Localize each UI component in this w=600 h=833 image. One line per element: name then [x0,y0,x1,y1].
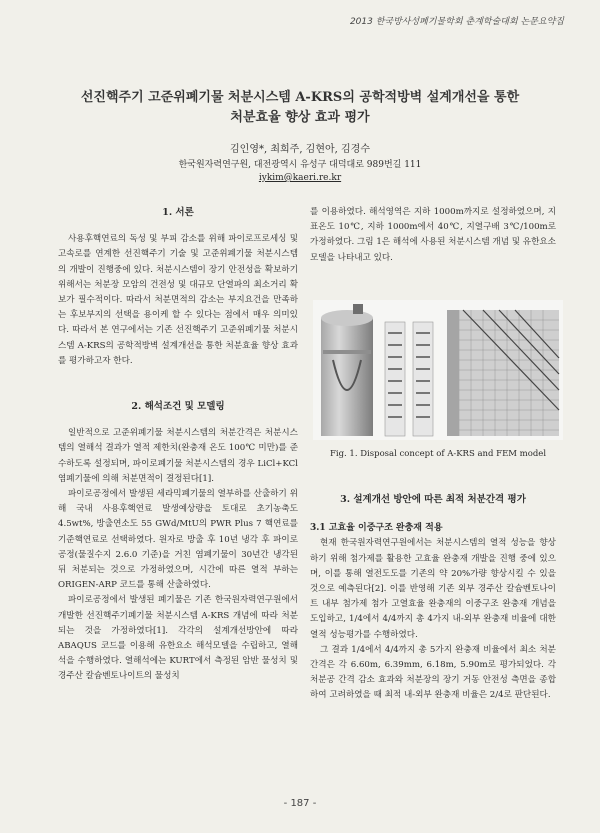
right-column-top [310,205,556,266]
title-line-2: 처분효율 향상 효과 평가 [230,110,370,125]
figure-1-caption: Fig. 1. Disposal concept of A-KRS and FEM model [329,449,547,459]
right-column-bottom [310,492,556,704]
section-3-title: 3. 설계개선 방안에 따른 최적 처분간격 평가 [340,494,526,505]
proceedings-header: 2013 한국방사성폐기물학회 춘계학술대회 논문요약집 [349,17,564,27]
section-1-title: 1. 서론 [162,207,194,218]
section-2-paragraph-2: 파이로공정에서 발생된 세라믹폐기물의 열부하를 산출하기 위해 국내 사용후핵연료 발생예상량을 토대로 초기농축도 4.5wt%, 방출연소도 55 GWd/MtU의 PWR Plus 7 핵연료를 기준핵연료로 선택하였다. 원자로 방출 후 10년 냉각 후 파이로 공정(물질수지 2.6.0 기준)을 거친 염폐기물이 30년간 냉각된 뒤 처분되는 것으로 가정하였으며, 시간에 따른 열적 부하는 ORIGEN-ARP 코드를 통해 산출하였다. [58,489,298,591]
left-column [58,205,298,685]
affiliation: 한국원자력연구원, 대전광역시 유성구 대덕대로 989번길 111 [178,160,422,170]
figure-1 [313,300,563,440]
figure-1-image [313,300,563,440]
page-number: - 187 - [283,798,317,809]
paper-title [40,88,560,128]
section-3-1-title: 3.1 고효율 이중구조 완충재 적용 [310,523,443,534]
email-link[interactable]: iykim@kaeri.re.kr [258,173,342,183]
section-2-title: 2. 해석조건 및 모델링 [131,401,225,413]
section-3-1-paragraph-2: 그 결과 1/4에서 4/4까지 총 5가지 완충재 비율에서 최소 처분간격은 각 6.60m, 6.39mm, 6.18m, 5.90m로 평가되었다. 각 처분공 간격 감소 효과와 처분장의 장기 거동 안전성 측면을 종합하여 고려하였을 때 최적 내-외부 완충재 비율은 2/4로 판단된다. [310,644,556,701]
authors: 김인영*, 최희주, 김현아, 김경수 [230,144,370,155]
right-continuation-paragraph: 를 이용하였다. 해석영역은 지하 1000m까지로 설정하였으며, 지표온도 10℃, 지하 1000m에서 40℃, 지열구배 3℃/100m로 가정하였다. 그림 1은 해석에 사용된 처분시스템 개념 및 유한요소모델을 나타내고 있다. [310,207,556,263]
section-2-paragraph-3: 파이로공정에서 발생된 폐기물은 기존 한국원자력연구원에서 개발한 선진핵주기폐기물 처분시스템 A-KRS 개념에 따라 처분되는 것을 가정하였다[1]. 각각의 설계개선방안에 따라 ABAQUS 코드를 이용해 유한요소 해석모델을 수립하고, 열해석을 수행하였다. 열해석에는 KURT에서 측정된 암반 물성치 및 경주산 칼슘벤토나이트의 물성치 [58,595,298,682]
section-3-1-paragraph-1: 현재 한국원자력연구원에서는 처분시스템의 열적 성능을 향상하기 위해 첨가제를 활용한 고효율 완충재 개발을 진행 중에 있으며, 이를 통해 열전도도를 기존의 약 20%가량 향상시킬 수 있을 것으로 예측된다[2]. 이를 반영해 기존 외부 경주산 칼슘벤토나이트 내부 첨가제 첨가 고열효율 완충재의 이중구조 완충재 개념을 도입하고, 1/4에서 4/4까지 총 4가지 내-외부 완충재 비율에 대한 열적 성능평가를 수행하였다. [310,538,556,640]
section-1-paragraph: 사용후핵연료의 독성 및 부피 감소를 위해 파이로프로세싱 및 고속로를 연계한 선진핵주기 기술 및 고준위폐기물 처분시스템의 개발이 진행중에 있다. 처분시스템이 장기 안전성을 확보하기 위해서는 처분장 모암의 건전성 및 대규모 단열파의 최소거리 확보가 필수적이다. 따라서 처분면적의 감소는 부지요건을 만족하는 후보부지의 선택을 용이케 할 수 있다는 점에서 매우 의미있다. 따라서 본 연구에서는 기존 선진핵주기 고준위폐기물 처분시스템 A-KRS의 공학적방벽 설계개선을 통한 처분효율 향상 효과를 평가하고자 한다. [58,234,298,366]
section-2-paragraph-1: 일반적으로 고준위폐기물 처분시스템의 처분간격은 처분시스템의 열해석 결과가 열적 제한치(완충재 온도 100℃ 미만)를 준수하도록 설정되며, 파이로폐기물 처분시스템의 경우 LiCl+KCl 염폐기물에 의해 처분면적이 결정된다[1]. [58,428,298,484]
title-line-1: 선진핵주기 고준위폐기물 처분시스템 A-KRS의 공학적방벽 설계개선을 통한 [80,90,520,105]
